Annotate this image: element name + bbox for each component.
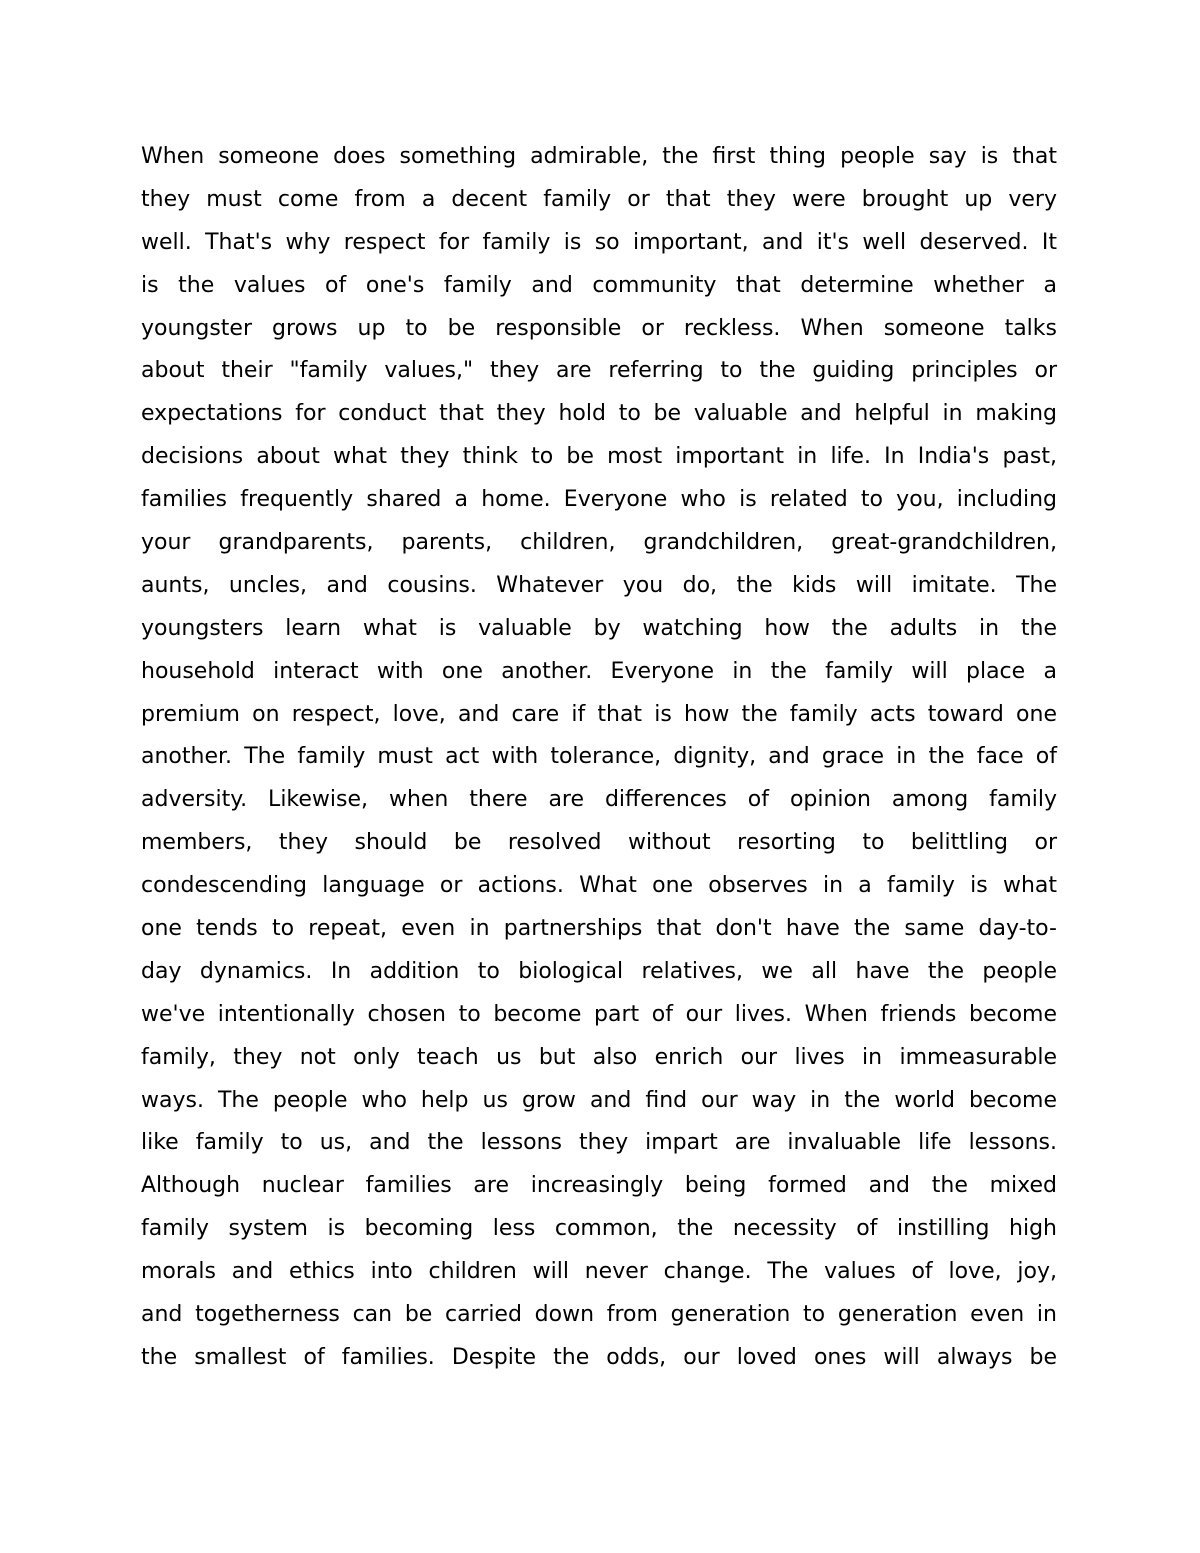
text-line: aunts, uncles, and cousins. Whatever you do, the kids will imitate. The (141, 572, 1057, 598)
text-line: Although nuclear families are increasingly being formed and the mixed (141, 1173, 1057, 1199)
text-line: household interact with one another. Everyone in the family will place a (141, 658, 1057, 684)
text-line: premium on respect, love, and care if that is how the family acts toward one (141, 701, 1057, 727)
text-line: and togetherness can be carried down from generation to generation even in (141, 1302, 1057, 1328)
text-line: condescending language or actions. What one observes in a family is what (141, 873, 1057, 899)
text-line: we've intentionally chosen to become part of our lives. When friends become (141, 1001, 1057, 1027)
text-line: about their "family values," they are referring to the guiding principles or (141, 358, 1057, 384)
text-line: morals and ethics into children will never change. The values of love, joy, (141, 1259, 1057, 1285)
text-line: adversity. Likewise, when there are differences of opinion among family (141, 787, 1057, 813)
text-line: ways. The people who help us grow and find our way in the world become (141, 1087, 1057, 1113)
text-line: youngster grows up to be responsible or reckless. When someone talks (141, 315, 1057, 341)
text-line: is the values of one's family and community that determine whether a (141, 272, 1057, 298)
text-line: family, they not only teach us but also enrich our lives in immeasurable (141, 1044, 1057, 1070)
text-line: day dynamics. In addition to biological relatives, we all have the people (141, 958, 1057, 984)
text-line: another. The family must act with tolerance, dignity, and grace in the face of (141, 744, 1057, 770)
essay-paragraph (141, 136, 1057, 1380)
text-line: When someone does something admirable, the first thing people say is that (141, 144, 1057, 169)
text-line: your grandparents, parents, children, grandchildren, great-grandchildren, (141, 530, 1057, 556)
text-line: one tends to repeat, even in partnerships that don't have the same day-to- (141, 916, 1057, 942)
text-line: youngsters learn what is valuable by watching how the adults in the (141, 615, 1057, 641)
text-line: like family to us, and the lessons they impart are invaluable life lessons. (141, 1130, 1057, 1156)
text-line: families frequently shared a home. Everyone who is related to you, including (141, 487, 1057, 513)
text-line: well. That's why respect for family is so important, and it's well deserved. It (141, 229, 1057, 255)
text-line: expectations for conduct that they hold to be valuable and helpful in making (141, 401, 1057, 427)
text-line: members, they should be resolved without resorting to belittling or (141, 830, 1057, 856)
text-line: family system is becoming less common, the necessity of instilling high (141, 1216, 1057, 1242)
text-line: they must come from a decent family or that they were brought up very (141, 186, 1057, 212)
text-line: decisions about what they think to be most important in life. In India's past, (141, 444, 1057, 470)
text-line: the smallest of families. Despite the odds, our loved ones will always be (141, 1344, 1057, 1370)
